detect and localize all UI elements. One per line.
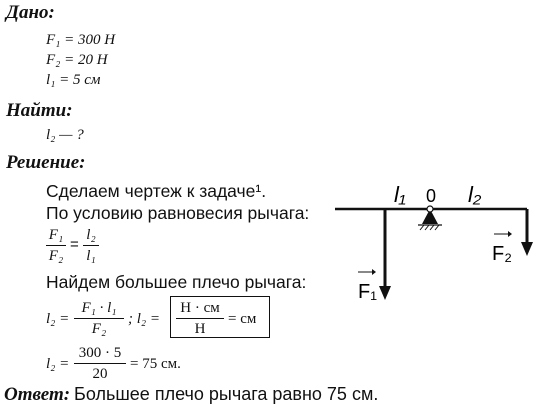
given-f2: F₂ = 20 Н <box>46 52 108 68</box>
formula-numerator: F₁ · l₁ <box>81 300 117 316</box>
find-heading: Найти: <box>6 100 73 121</box>
pivot-label: 0 <box>426 186 437 206</box>
solution-line-1: Сделаем чертеж к задаче¹. <box>46 181 267 201</box>
calc-lhs: l₂ = <box>46 356 70 372</box>
lever-diagram <box>330 176 537 306</box>
ratio-l2: l₂ <box>86 227 96 243</box>
unit-denominator: Н <box>194 321 206 338</box>
f2-label: F₂ <box>492 243 512 265</box>
formula-fraction <box>74 299 124 338</box>
f2-vector-tip <box>508 231 512 237</box>
given-l1: l₁ = 5 см <box>46 72 101 88</box>
fraction-bar <box>46 245 66 246</box>
answer-row <box>4 384 378 406</box>
formula-separator: ; l₂ = <box>128 311 160 327</box>
fraction-bar <box>74 318 124 319</box>
given-f1: F₁ = 300 Н <box>46 32 116 48</box>
unit-result: = см <box>228 311 257 327</box>
solution-heading: Решение: <box>6 152 86 173</box>
answer-text: Большее плечо рычага равно 75 см. <box>74 384 379 404</box>
fraction-bar <box>83 245 99 246</box>
ratio-f1: F₁ <box>48 227 64 243</box>
ratio-l1: l₁ <box>86 248 96 265</box>
fraction-bar <box>74 363 126 364</box>
hatch-line <box>435 225 439 230</box>
l1-label: l₁ <box>394 182 406 207</box>
solution-line-2: По условию равновесия рычага: <box>46 203 310 223</box>
f2-arrow-head <box>521 242 533 256</box>
find-l2: l₂ — ? <box>46 127 84 143</box>
ratio-arm-fraction <box>83 226 99 265</box>
calc-numerator: 300 · 5 <box>78 345 122 361</box>
hatch-line <box>420 225 424 230</box>
solution-line-3: Найдем большее плечо рычага: <box>46 272 307 292</box>
ratio-equals: = <box>70 236 79 253</box>
answer-label: Ответ: <box>4 384 71 405</box>
l2-label: l₂ <box>468 182 482 207</box>
calc-result: = 75 см. <box>130 356 181 372</box>
ratio-force-fraction <box>46 226 66 265</box>
unit-fraction <box>176 299 224 338</box>
fraction-bar <box>176 318 224 319</box>
formula-lhs: l₂ = <box>46 311 70 327</box>
f1-vector-tip <box>372 269 376 275</box>
calc-denominator: 20 <box>92 366 108 383</box>
unit-numerator: Н · см <box>180 300 220 316</box>
pivot-point <box>427 206 433 212</box>
ratio-f2: F₂ <box>48 248 64 265</box>
calc-fraction <box>74 344 126 383</box>
f1-arrow-head <box>379 286 391 300</box>
f1-label: F₁ <box>358 281 377 303</box>
hatch-line <box>430 225 434 230</box>
given-heading: Дано: <box>6 2 55 23</box>
hatch-line <box>425 225 429 230</box>
formula-denominator: F₂ <box>91 321 107 338</box>
